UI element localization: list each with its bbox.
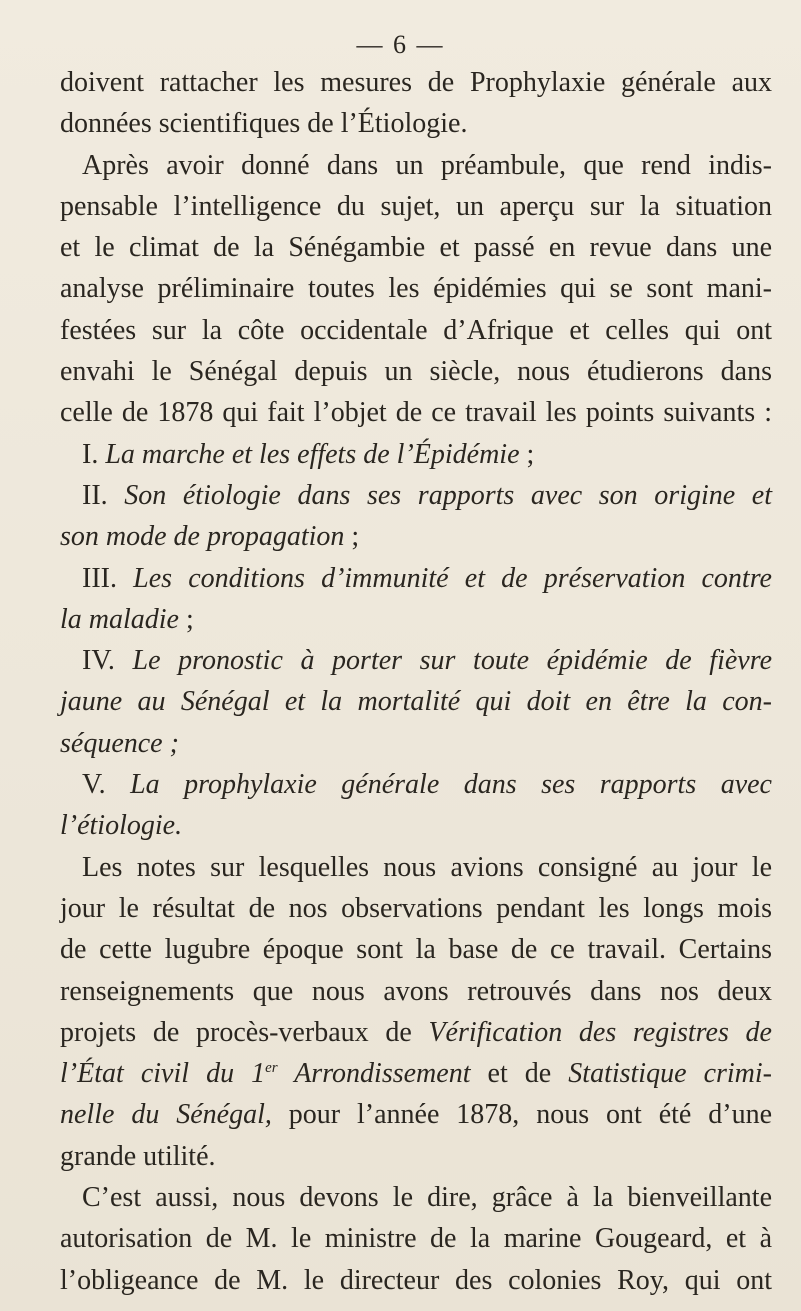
text-run: III. <box>82 562 134 594</box>
text-line <box>60 723 772 764</box>
text-run: celle de 1878 qui fait l’objet de ce travail les points suivants : <box>60 397 772 429</box>
text-run: l’obligeance de M. le directeur des colonies Roy, qui ont <box>60 1264 772 1296</box>
text-line <box>60 475 772 516</box>
text-run: analyse préliminaire toutes les épidémies qui se sont mani- <box>60 273 772 305</box>
text-run: autorisation de M. le ministre de la marine Gougeard, et à <box>60 1223 772 1255</box>
italic-text: Vérification des registres de <box>428 1016 772 1048</box>
text-run: festées sur la côte occidentale d’Afrique et celles qui ont <box>60 314 772 346</box>
text-line <box>60 929 772 970</box>
italic-text: Son étiologie dans ses rapports avec son origine et <box>124 479 772 511</box>
text-run: IV. <box>82 645 133 677</box>
text-line <box>60 1177 772 1218</box>
text-run: C’est aussi, nous devons le dire, grâce à la bienveillante <box>82 1182 772 1214</box>
text-run: doivent rattacher les mesures de Prophylaxie générale aux <box>60 67 772 98</box>
text-run: pour l’année 1878, nous ont été d’une <box>271 1099 772 1131</box>
text-run: Après avoir donné dans un préambule, que rend indis- <box>82 149 772 181</box>
italic-text: la maladie <box>60 603 179 635</box>
italic-text: jaune au Sénégal et la mortalité qui doit en être la con- <box>60 686 772 718</box>
text-run: Les notes sur lesquelles nous avions consigné au jour le <box>82 851 772 883</box>
text-run: ; <box>344 521 360 553</box>
text-run: jour le résultat de nos observations pendant les longs mois <box>60 892 772 924</box>
text-line <box>60 186 772 227</box>
text-line <box>60 971 772 1012</box>
italic-text: son mode de propagation <box>60 521 345 553</box>
text-run: de cette lugubre époque sont la base de ce travail. Certains <box>60 934 772 966</box>
text-run: I. <box>82 438 106 470</box>
text-line <box>60 640 772 681</box>
text-run: II. <box>82 479 125 511</box>
text-run: ; <box>179 603 194 635</box>
text-line <box>60 1218 772 1259</box>
italic-text: La marche et les effets de l’Épidémie <box>105 438 520 470</box>
italic-text: Le pronostic à porter sur toute épidémie de fièvre <box>132 645 772 677</box>
italic-text: séquence ; <box>60 727 179 759</box>
text-run: ; <box>519 438 535 470</box>
text-line <box>60 681 772 722</box>
text-run: pensable l’intelligence du sujet, un aperçu sur la situation <box>60 190 772 222</box>
text-line <box>60 310 772 351</box>
text-line <box>60 1012 772 1053</box>
text-line <box>60 1260 772 1301</box>
page-number: — 6 — <box>356 30 445 59</box>
body-text <box>60 62 772 1301</box>
text-line <box>60 847 772 888</box>
text-line <box>60 764 772 805</box>
text-line <box>60 516 772 557</box>
italic-text: Les conditions d’immunité et de préservation contre <box>133 562 772 594</box>
text-line <box>60 434 772 475</box>
text-line <box>60 392 772 433</box>
text-line <box>60 1094 772 1135</box>
text-run: projets de procès-verbaux de <box>60 1016 429 1048</box>
text-line <box>60 62 772 103</box>
text-line <box>60 351 772 392</box>
text-line <box>60 805 772 846</box>
text-run: renseignements que nous avons retrouvés dans nos deux <box>60 975 772 1007</box>
italic-text: l’étiologie. <box>60 810 183 842</box>
italic-text: nelle du Sénégal, <box>60 1099 272 1131</box>
text-run: V. <box>82 769 131 801</box>
text-line <box>60 1136 772 1177</box>
text-line <box>60 103 772 144</box>
text-line <box>60 227 772 268</box>
text-run: données scientifiques de l’Étiologie. <box>60 108 468 140</box>
text-line <box>60 558 772 599</box>
text-line <box>60 1053 772 1094</box>
text-line <box>60 888 772 929</box>
text-run: et de <box>470 1058 569 1090</box>
italic-text: Statistique crimi- <box>568 1058 773 1090</box>
text-run: envahi le Sénégal depuis un siècle, nous étudierons dans <box>60 356 772 388</box>
text-line <box>60 268 772 309</box>
italic-text: Arrondissement <box>277 1058 471 1090</box>
text-run: grande utilité. <box>60 1140 216 1172</box>
text-line <box>60 599 772 640</box>
text-run: et le climat de la Sénégambie et passé en revue dans une <box>60 232 772 264</box>
italic-text: La prophylaxie générale dans ses rapports avec <box>130 769 772 801</box>
text-line <box>60 145 772 186</box>
italic-text: l’État civil du 1 <box>60 1058 266 1090</box>
superscript-text: er <box>265 1060 278 1077</box>
